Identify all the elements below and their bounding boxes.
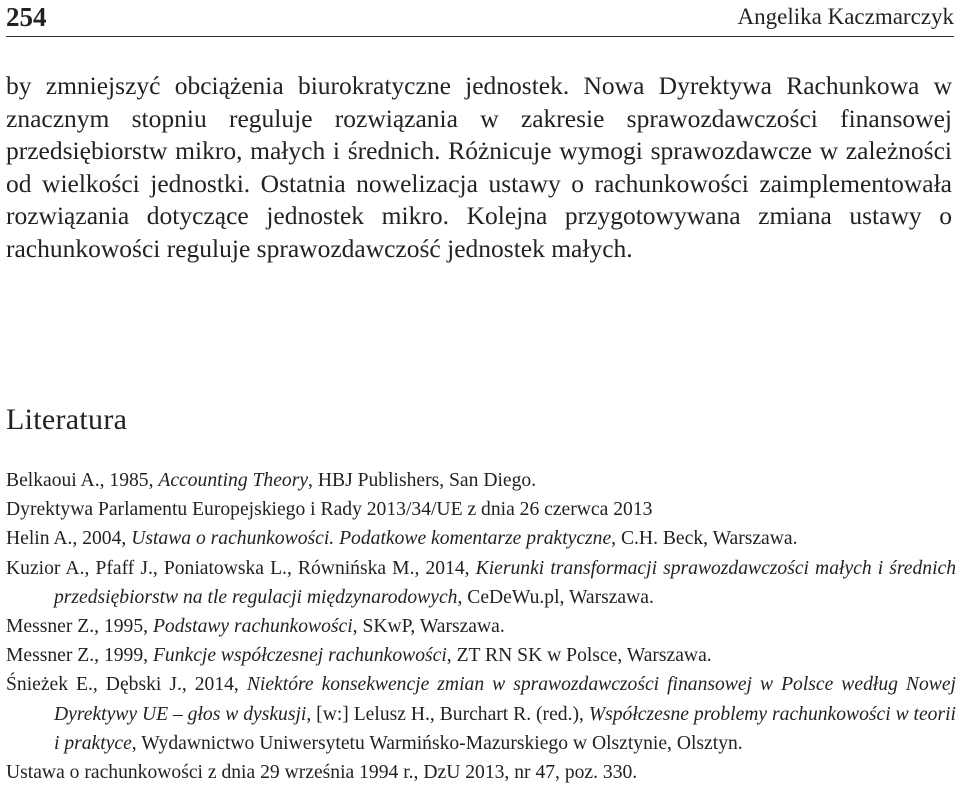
bibliography-entry <box>6 466 956 495</box>
entry-text: Messner Z., 1999, <box>6 645 153 667</box>
entry-title: Podstawy rachunkowości <box>152 616 353 638</box>
entry-text: Helin A., 2004, <box>6 528 132 550</box>
section-heading: Literatura <box>6 403 128 436</box>
entry-text: , C.H. Beck, Warszawa. <box>611 528 798 550</box>
entry-title: Accounting Theory <box>158 470 309 491</box>
entry-text: , [w:] Lelusz H., Burchart R. (red.), <box>306 703 589 725</box>
entry-text: , SKwP, Warszawa. <box>352 616 505 638</box>
bibliography-entry <box>6 612 956 641</box>
entry-text: Dyrektywa Parlamentu Europejskiego i Rady 2013/34/UE z dnia 26 czerwca 2013 <box>6 499 653 521</box>
entry-text: Śnieżek E., Dębski J., 2014, <box>6 674 247 696</box>
entry-text: Kuzior A., Pfaff J., Poniatowska L., Równińska M., 2014, <box>6 557 476 579</box>
running-head-author: Angelika Kaczmarczyk <box>737 4 954 29</box>
entry-title: Niektóre konsekwencje zmian w sprawozdawczości finansowej w Polsce według Nowej Dyrektywy UE – głos w dyskusji <box>54 674 956 725</box>
bibliography-entry <box>6 524 956 553</box>
page-number: 254 <box>6 2 47 32</box>
entry-text: , CeDeWu.pl, Warszawa. <box>457 586 654 608</box>
entry-text: Ustawa o rachunkowości z dnia 29 września 1994 r., DzU 2013, nr 47, poz. 330. <box>6 762 638 784</box>
bibliography-entry <box>6 758 956 787</box>
bibliography-entry <box>6 670 956 758</box>
entry-text: Belkaoui A., 1985, <box>6 470 159 491</box>
bibliography-entry <box>6 554 956 612</box>
page-header <box>6 0 954 37</box>
entry-text: , HBJ Publishers, San Diego. <box>308 470 537 491</box>
bibliography-entry <box>6 495 956 524</box>
entry-text: , Wydawnictwo Uniwersytetu Warmińsko-Mazurskiego w Olsztynie, Olsztyn. <box>131 732 743 754</box>
entry-text: , ZT RN SK w Polsce, Warszawa. <box>446 645 712 667</box>
bibliography-entry <box>6 641 956 670</box>
entry-title: Ustawa o rachunkowości. Podatkowe komentarze praktyczne <box>131 528 612 550</box>
bibliography-list <box>6 466 956 787</box>
entry-title: Kierunki transformacji sprawozdawczości małych i średnich przedsiębiorstw na tle regulacji międzynarodowych <box>54 557 957 608</box>
entry-title: Funkcje współczesnej rachunkowości <box>152 645 447 667</box>
entry-title: Współczesne problemy rachunkowości w teorii i praktyce <box>54 703 956 754</box>
entry-text: Messner Z., 1995, <box>6 616 153 638</box>
body-paragraph: by zmniejszyć obciążenia biurokratyczne jednostek. Nowa Dyrektywa Rachunkowa w znacznym stopniu reguluje rozwiązania w zakresie sprawozdawczości finansowej przedsiębiorstw mikro, małych i średnich. Różnicuje wymogi sprawozdawcze w zależności od wielkości jednostki. Ostatnia nowelizacja ustawy o rachunkowości zaimplementowała rozwiązania dotyczące jednostek mikro. Kolejna przygotowywana zmiana ustawy o rachunkowości reguluje sprawozdawczość jednostek małych. <box>6 71 952 263</box>
